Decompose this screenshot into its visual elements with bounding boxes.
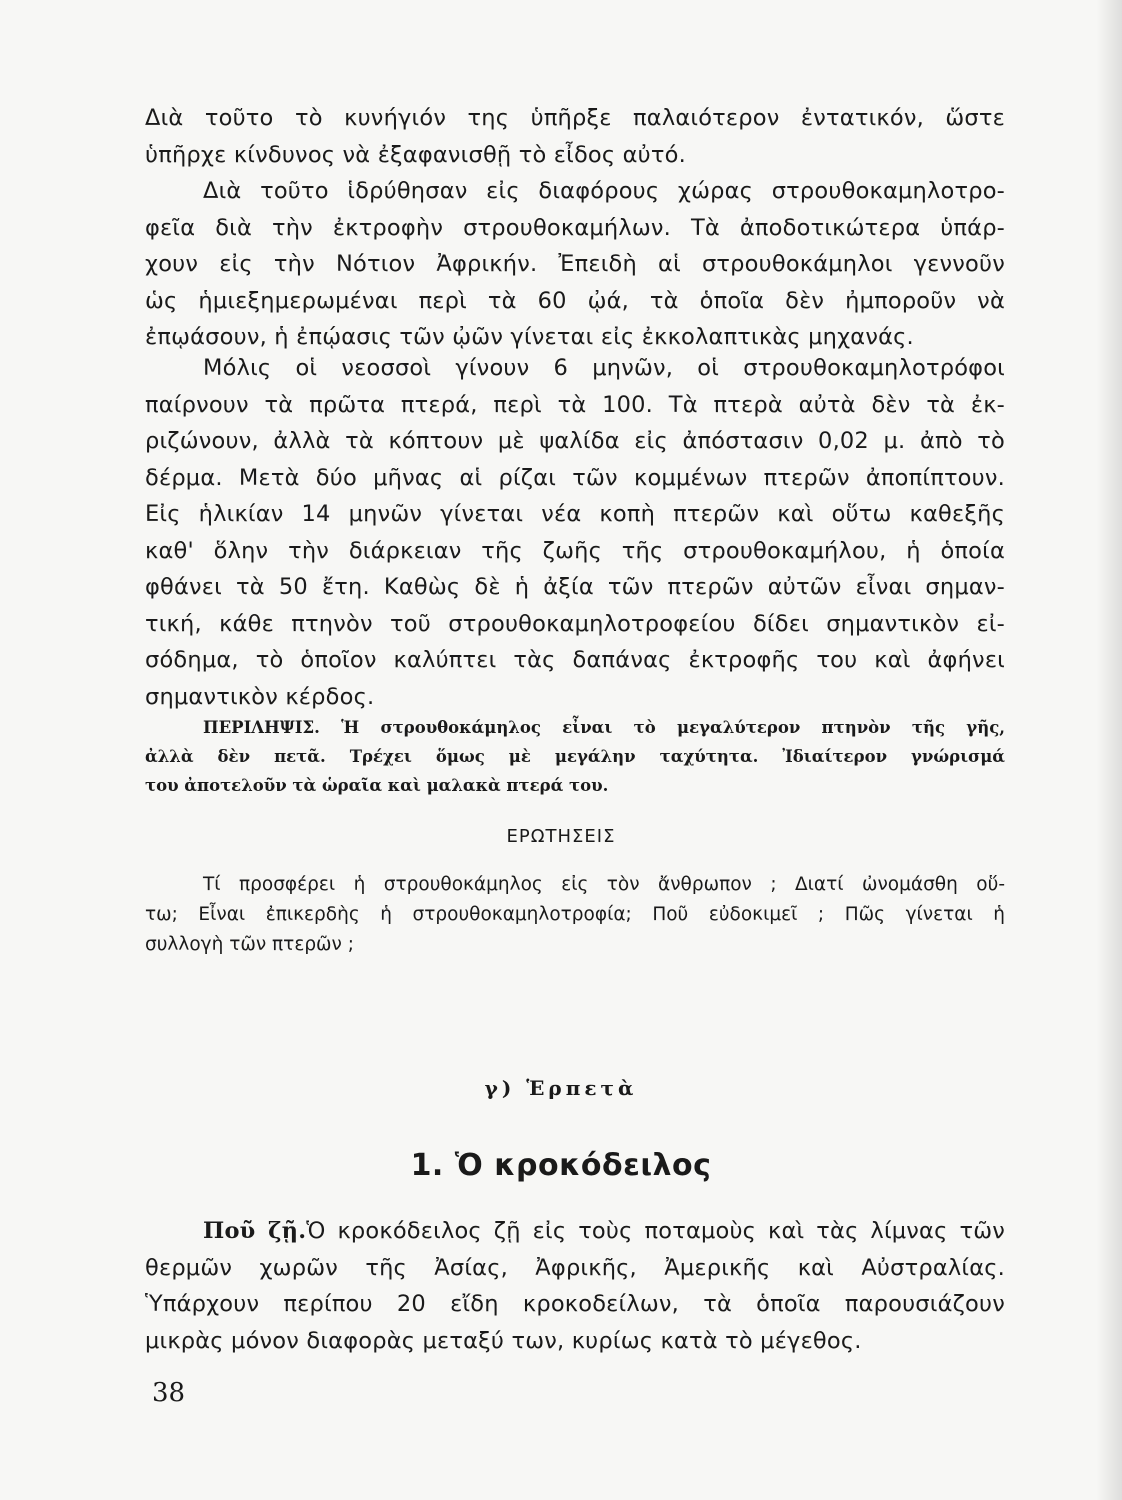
- text-line: σόδημα, τὸ ὁποῖον καλύπτει τὰς δαπάνας ἐκτροφῆς του καὶ ἀφήνει: [145, 647, 1005, 673]
- page-edge-shadow: [1096, 0, 1122, 1500]
- chapter-title: 1. Ὁ κροκόδειλος: [410, 1148, 712, 1183]
- text-line: καθ' ὅλην τὴν διάρκειαν τῆς ζωῆς τῆς στρουθοκαμήλου, ἡ ὁποία: [145, 537, 1005, 564]
- questions-heading: ΕΡΩΤΗΣΕΙΣ: [506, 826, 616, 847]
- summary-block: [145, 713, 1005, 800]
- text-line: Ὑπάρχουν περίπου 20 εἴδη κροκοδείλων, τὰ ὁποῖα παρουσιάζουν: [145, 1291, 1005, 1317]
- question-line: τω; Εἶναι ἐπικερδὴς ἡ στρουθοκαμηλοτροφία; Ποῦ εὐδοκιμεῖ ; Πῶς γίνεται ἡ: [145, 904, 1005, 925]
- text-line: τική, κάθε πτηνὸν τοῦ στρουθοκαμηλοτροφείου δίδει σημαντικὸν εἰ-: [145, 610, 1005, 637]
- text-line: ἐπῳάσουν, ἡ ἐπῴασις τῶν ᾠῶν γίνεται εἰς ἐκκολαπτικὰς μηχανάς.: [145, 324, 914, 350]
- summary-line: ἀλλὰ δὲν πετᾶ. Τρέχει ὅμως μὲ μεγάλην ταχύτητα. Ἰδιαίτερον γνώρισμά: [145, 747, 1005, 766]
- summary-line: του ἀποτελοῦν τὰ ὡραῖα καὶ μαλακὰ πτερά του.: [145, 776, 609, 795]
- summary-line: ΠΕΡΙΛΗΨΙΣ. Ἡ στρουθοκάμηλος εἶναι τὸ μεγαλύτερον πτηνὸν τῆς γῆς,: [203, 718, 1005, 737]
- text-line: Διὰ τοῦτο τὸ κυνήγιόν της ὑπῆρξε παλαιότερον ἐντατικόν, ὥστε: [145, 105, 1005, 131]
- text-line: θερμῶν χωρῶν τῆς Ἀσίας, Ἀφρικῆς, Ἀμερικῆς καὶ Αὐστραλίας.: [145, 1254, 1005, 1281]
- text-line: Διὰ τοῦτο ἱδρύθησαν εἰς διαφόρους χώρας στρουθοκαμηλοτρο-: [203, 178, 1005, 204]
- text-line: Μόλις οἱ νεοσσοὶ γίνουν 6 μηνῶν, οἱ στρουθοκαμηλοτρόφοι: [203, 355, 1005, 381]
- question-line: συλλογὴ τῶν πτερῶν ;: [145, 934, 355, 955]
- text-line: φεῖα διὰ τὴν ἐκτροφὴν στρουθοκαμήλων. Τὰ ἀποδοτικώτερα ὑπάρ-: [145, 214, 1005, 241]
- text-line: φθάνει τὰ 50 ἔτη. Καθὼς δὲ ἡ ἀξία τῶν πτερῶν αὐτῶν εἶναι σημαν-: [145, 574, 1005, 600]
- questions-block: [145, 870, 1005, 960]
- paragraph-crocodile: [145, 1213, 1005, 1359]
- text-line: Εἰς ἡλικίαν 14 μηνῶν γίνεται νέα κοπὴ πτερῶν καὶ οὕτω καθεξῆς: [145, 501, 1005, 527]
- question-line: Τί προσφέρει ἡ στρουθοκάμηλος εἰς τὸν ἄνθρωπον ; Διατί ὠνομάσθη οὕ-: [203, 874, 1005, 895]
- paragraph-lead: Ποῦ ζῇ.: [203, 1218, 307, 1244]
- text-line: σημαντικὸν κέρδος.: [145, 683, 375, 710]
- text-line: ριζώνουν, ἀλλὰ τὰ κόπτουν μὲ ψαλίδα εἰς ἀπόστασιν 0,02 μ. ἀπὸ τὸ: [145, 428, 1005, 454]
- text-line: [145, 1213, 1005, 1250]
- paragraph-farms: [145, 173, 1005, 356]
- paragraph-feathers: [145, 350, 1005, 715]
- text-line: ὑπῆρχε κίνδυνος νὰ ἐξαφανισθῇ τὸ εἶδος αὐτό.: [145, 141, 686, 168]
- text-line: παίρνουν τὰ πρῶτα πτερά, περὶ τὰ 100. Τὰ πτερὰ αὐτὰ δὲν τὰ ἐκ-: [145, 391, 1005, 418]
- paragraph-hunting: [145, 100, 1005, 173]
- page-number: 38: [152, 1378, 186, 1408]
- text-line: μικρὰς μόνον διαφορὰς μεταξύ των, κυρίως κατὰ τὸ μέγεθος.: [145, 1327, 862, 1354]
- text-line: ὡς ἡμιεξημερωμέναι περὶ τὰ 60 ᾠά, τὰ ὁποῖα δὲν ἠμποροῦν νὰ: [145, 287, 1005, 314]
- text-run: Ὁ κροκόδειλος ζῇ εἰς τοὺς ποταμοὺς καὶ τὰς λίμνας τῶν: [306, 1218, 1005, 1244]
- section-label: γ) Ἑρπετὰ: [484, 1076, 638, 1100]
- text-line: δέρμα. Μετὰ δύο μῆνας αἱ ρίζαι τῶν κομμένων πτερῶν ἀποπίπτουν.: [145, 464, 1005, 491]
- text-line: χουν εἰς τὴν Νότιον Ἀφρικήν. Ἐπειδὴ αἱ στρουθοκάμηλοι γεννοῦν: [145, 251, 1005, 277]
